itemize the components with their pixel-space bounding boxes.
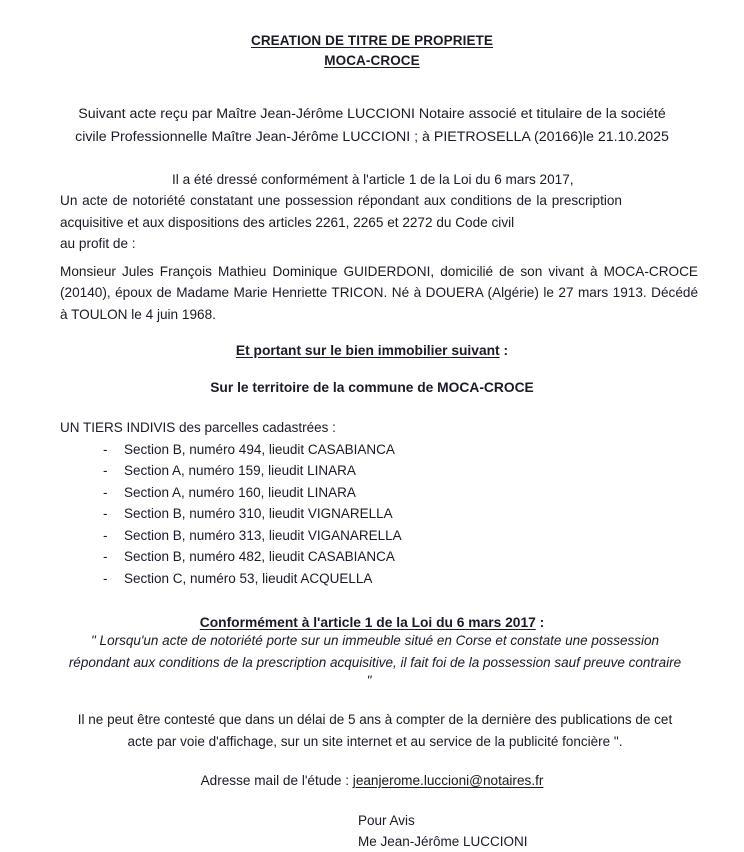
list-item [0,568,744,590]
spacer [0,395,744,417]
list-item [0,439,744,461]
list-item [0,460,744,482]
list-item-label: Section B, numéro 313, lieudit VIGANARELLA [124,527,402,543]
law-quote-line-1: " Lorsqu'un acte de notoriété porte sur un immeuble situé en Corse et constate une possession [91,633,659,648]
acte-paragraph: Un acte de notoriété constatant une possession répondant aux conditions de la prescription acquisitive et aux dispositions des articles 2261, 2265 et 2272 du Code civil [60,193,622,230]
closing-line-1: Il ne peut être contesté que dans un délai de 5 ans à compter de la dernière des publications de cet [77,712,673,727]
intro-paragraph [0,86,744,149]
study-mail-link[interactable]: jeanjerome.luccioni@notaires.fr [352,773,544,788]
parcels-intro: UN TIERS INDIVIS des parcelles cadastrées : [60,420,336,435]
list-item-label: Section C, numéro 53, lieudit ACQUELLA [124,570,373,586]
page-subtitle-text: MOCA-CROCE [324,53,420,68]
signature-name: Me Jean-Jérôme LUCCIONI [358,834,528,849]
intro-line-1: Suivant acte reçu par Maître Jean-Jérôme LUCCIONI Notaire associé et titulaire de la société [78,106,666,122]
property-heading [0,343,744,358]
intro-line-2: civile Professionnelle Maître Jean-Jérôme LUCCIONI ; à PIETROSELLA (20166)le 21.10.2025 [75,129,669,145]
spacer [0,149,744,169]
spacer [0,753,744,773]
conformity-line: Il a été dressé conformément à l'article 1 de la Loi du 6 mars 2017, [172,172,574,187]
parcel-list [0,439,744,590]
list-dash: - [103,527,108,543]
law-quote-line-2: répondant aux conditions de la prescription acquisitive, il fait foi de la possession sauf preuve contraire [68,654,682,670]
beneficiary-paragraph: Monsieur Jules François Mathieu Dominique GUIDERDONI, domicilié de son vivant à MOCA-CROCE (20140), époux de Madame Marie Henriette TRICON. Né à DOUERA (Algérie) le 27 mars 1913. Décédé à TOULON le 4 juin 1968. [60,263,698,322]
page-title-text: CREATION DE TITRE DE PROPRIETE [250,33,494,48]
spacer [0,358,744,380]
closing-line-2: acte par voie d'affichage, sur un site internet et au service de la publicité foncière ". [127,734,623,749]
spacer [0,589,744,615]
list-item-label: Section B, numéro 310, lieudit VIGNARELLA [124,506,393,521]
list-item-label: Section A, numéro 160, lieudit LINARA [124,484,356,500]
spacer [0,788,744,810]
law-heading [0,615,744,630]
list-dash: - [103,570,108,586]
list-dash: - [103,549,108,564]
au-profit-de-line: au profit de : [60,236,136,251]
law-quote-closing-mark: " [366,673,372,688]
closing-paragraph [0,709,744,753]
study-mail-label: Adresse mail de l'étude : [200,773,353,788]
list-item [0,525,744,547]
property-heading-text: Et portant sur le bien immobilier suivant [235,343,500,358]
property-heading-suffix: : [499,343,509,358]
list-item [0,503,744,525]
law-heading-suffix: : [535,615,545,630]
list-dash: - [103,463,108,478]
list-item-label: Section B, numéro 494, lieudit CASABIANCA [124,441,395,457]
list-dash: - [103,506,108,521]
law-quote [0,630,744,673]
list-item-label: Section B, numéro 482, lieudit CASABIANCA [124,549,395,564]
spacer [0,689,744,709]
list-item [0,546,744,568]
law-heading-text: Conformément à l'article 1 de la Loi du 6 mars 2017 [199,615,536,630]
list-item-label: Section A, numéro 159, lieudit LINARA [124,463,356,478]
list-item [0,482,744,504]
list-dash: - [103,484,108,500]
study-mail-line [0,773,744,788]
spacer [0,68,744,86]
commune-heading: Sur le territoire de la commune de MOCA-CROCE [210,380,534,395]
signature-pour-avis: Pour Avis [358,813,415,828]
page-title [0,0,744,48]
page-subtitle [0,48,744,68]
list-dash: - [103,441,108,457]
spacer [0,325,744,343]
